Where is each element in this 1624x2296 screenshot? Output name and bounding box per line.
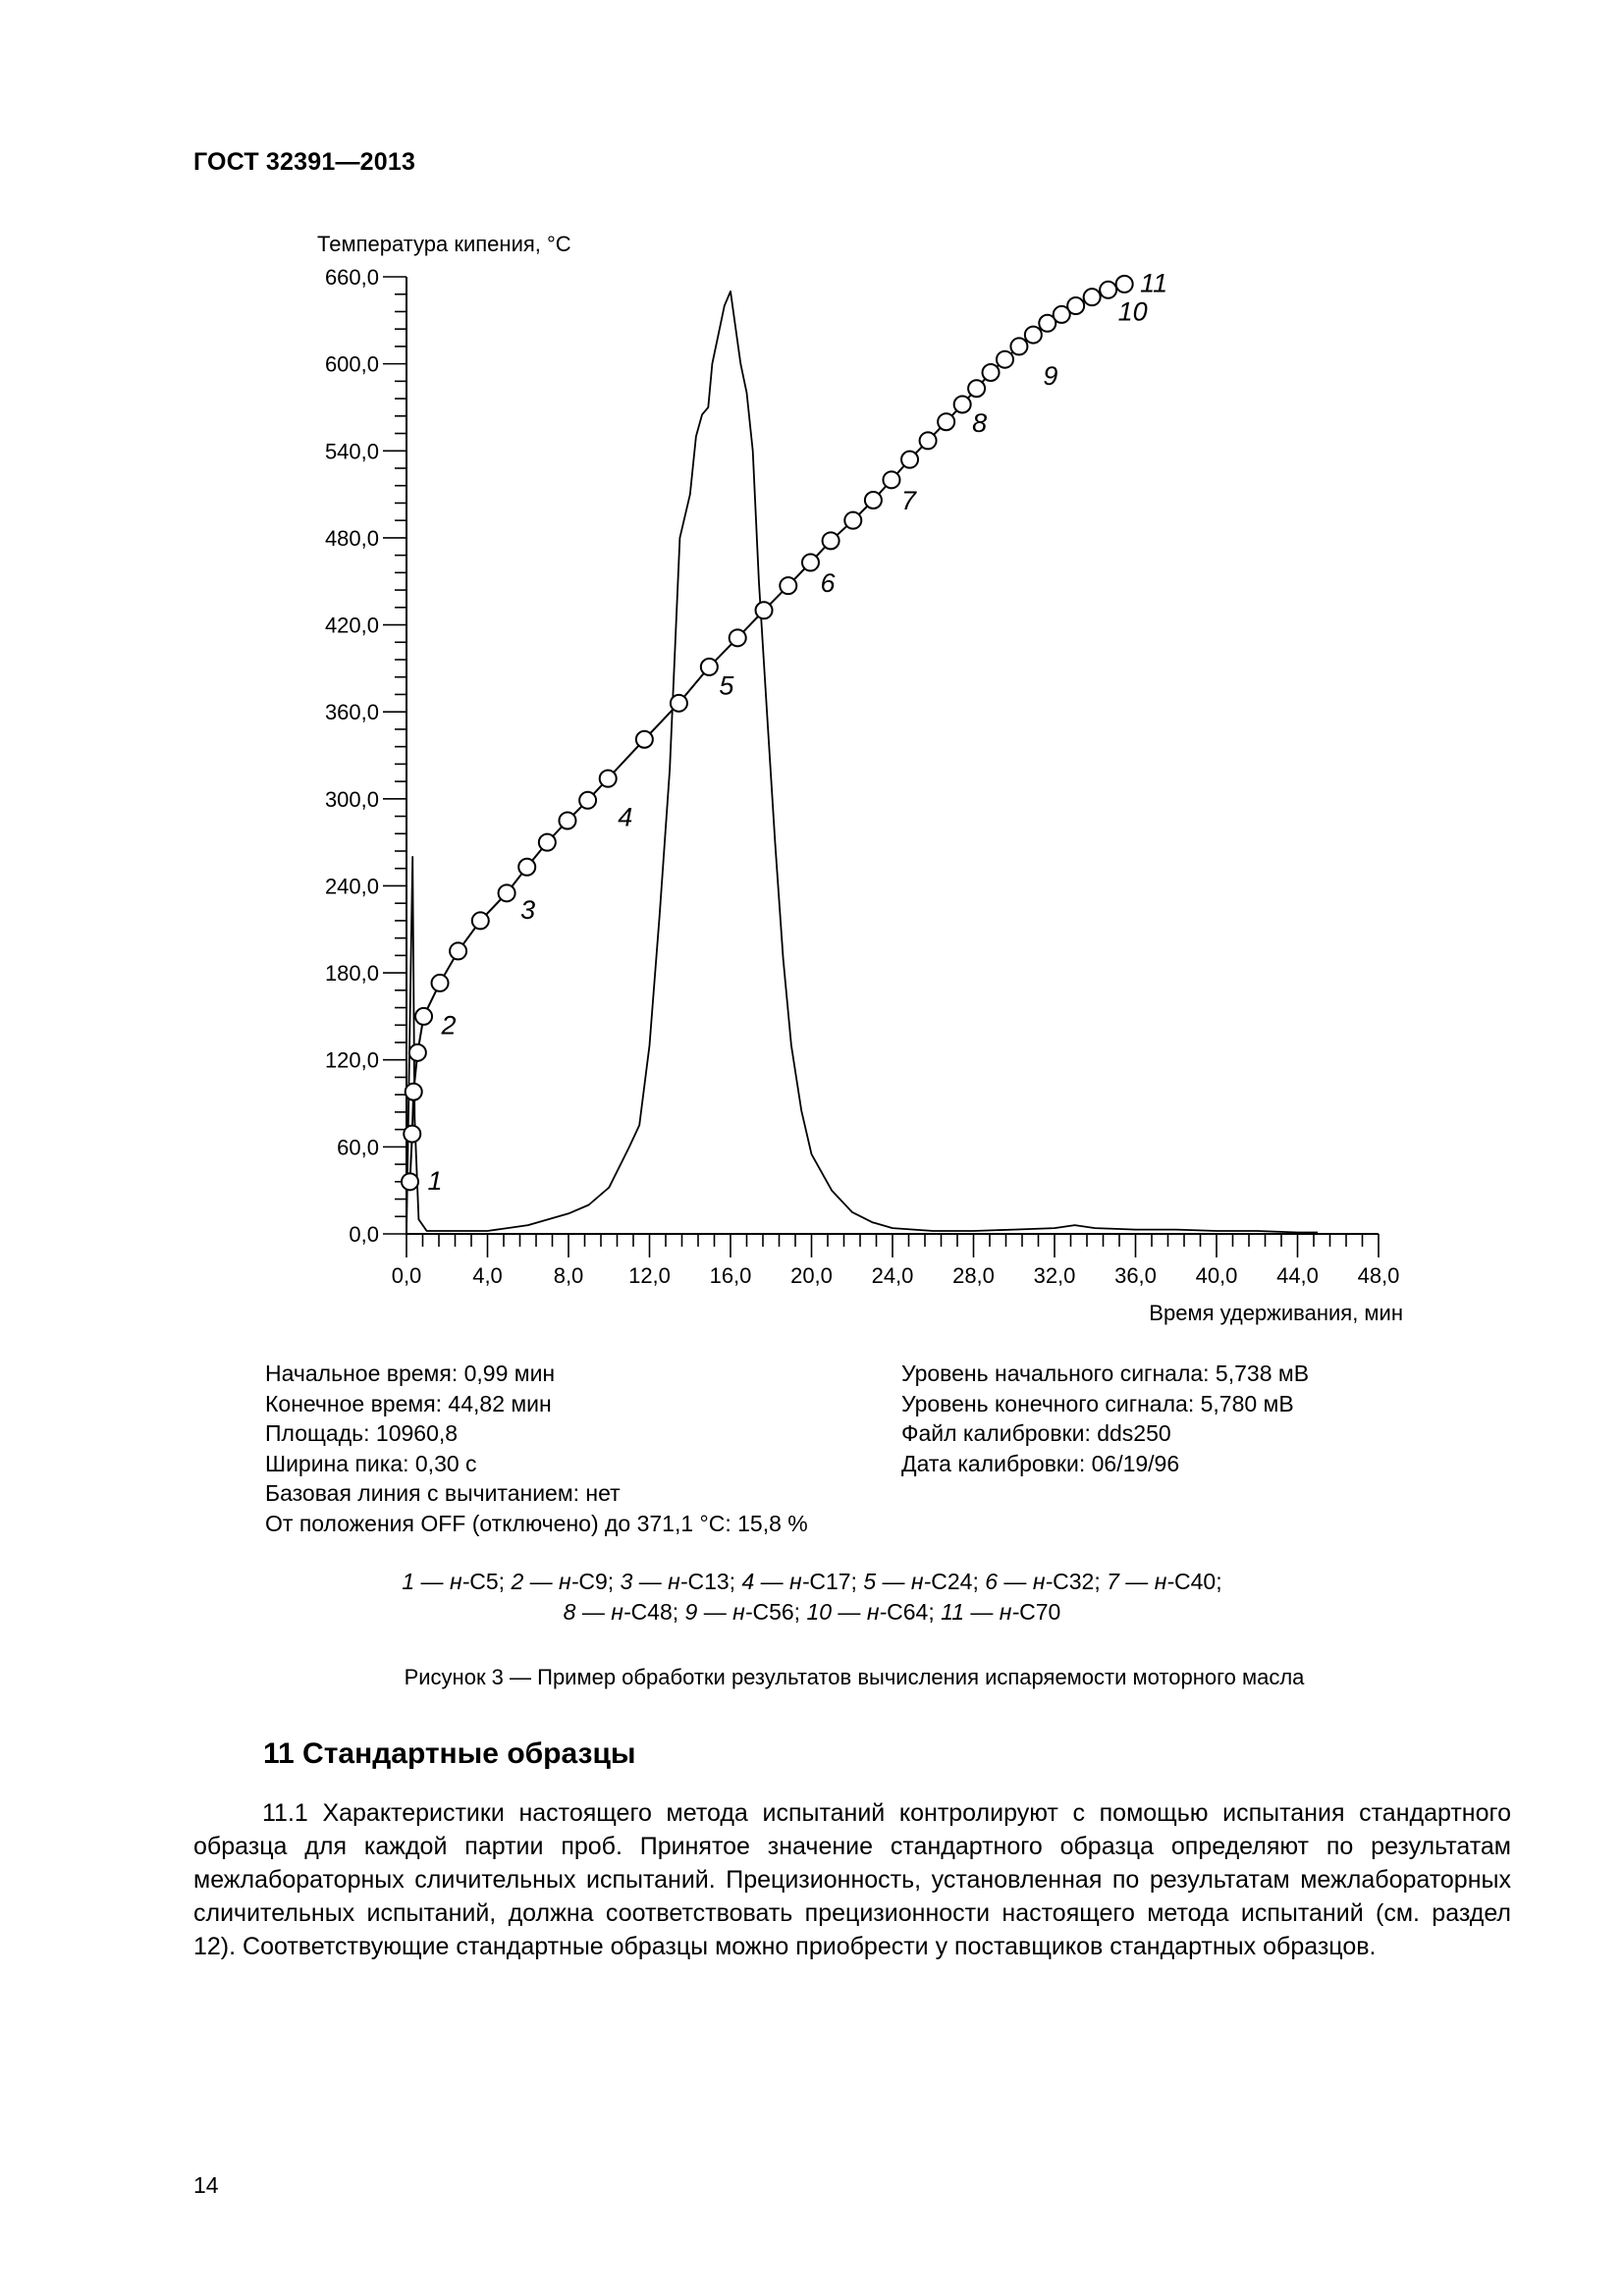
legend-item-compound: С5; xyxy=(469,1569,506,1594)
calibration-point xyxy=(1067,297,1084,314)
legend-item-compound: С48; xyxy=(630,1599,679,1625)
legend-item: 4 — н-С17; xyxy=(741,1569,857,1594)
legend-item-prefix: н- xyxy=(789,1569,810,1594)
info-end-signal: Уровень конечного сигнала: 5,780 мВ xyxy=(901,1390,1294,1416)
info-calibration-date: Дата калибровки: 06/19/96 xyxy=(901,1450,1180,1476)
calibration-point xyxy=(539,834,556,851)
legend-item-number: 7 xyxy=(1107,1569,1119,1594)
calibration-point xyxy=(938,413,954,430)
chromatogram-trace xyxy=(406,292,1318,1234)
point-number-label: 11 xyxy=(1140,268,1168,298)
legend-item-number: 2 xyxy=(511,1569,524,1594)
calibration-layer xyxy=(402,276,1133,1190)
point-number-label: 9 xyxy=(1043,361,1058,392)
legend-item-prefix: н- xyxy=(1154,1569,1175,1594)
y-tick-label: 360,0 xyxy=(324,700,379,725)
y-tick-label: 480,0 xyxy=(324,525,379,551)
calibration-point xyxy=(901,452,918,468)
x-tick-label: 48,0 xyxy=(1357,1263,1400,1288)
calibration-point xyxy=(499,884,515,901)
calibration-point xyxy=(920,432,937,449)
page-number: 14 xyxy=(193,2172,219,2198)
legend-item-number: 9 xyxy=(684,1599,698,1625)
calibration-point xyxy=(997,351,1013,368)
legend-item: 7 — н-С40; xyxy=(1107,1569,1222,1594)
x-tick-label: 8,0 xyxy=(553,1263,584,1288)
y-tick-label: 180,0 xyxy=(324,961,379,987)
x-tick-label: 40,0 xyxy=(1195,1263,1238,1288)
point-number-label: 2 xyxy=(441,1010,457,1041)
y-tick-label: 0,0 xyxy=(349,1222,379,1247)
y-tick-label: 300,0 xyxy=(324,786,379,812)
calibration-point xyxy=(780,577,796,594)
calibration-point xyxy=(844,512,861,529)
info-start-signal: Уровень начального сигнала: 5,738 мВ xyxy=(901,1361,1310,1386)
legend-item: 8 — н-С48; xyxy=(563,1599,679,1625)
x-tick-label: 12,0 xyxy=(628,1263,671,1288)
legend-item-prefix: н- xyxy=(1032,1569,1054,1594)
point-number-label: 5 xyxy=(719,670,734,701)
point-number-label: 10 xyxy=(1117,296,1148,327)
x-axis-label: Время удерживания, мин xyxy=(1149,1301,1403,1325)
calibration-point xyxy=(983,364,1000,381)
legend-item-compound: С17; xyxy=(809,1569,857,1594)
x-tick-label: 44,0 xyxy=(1276,1263,1319,1288)
info-end-time: Конечное время: 44,82 мин xyxy=(265,1390,552,1416)
calibration-point xyxy=(415,1008,432,1025)
calibration-point xyxy=(671,695,687,712)
x-tick-label: 36,0 xyxy=(1114,1263,1157,1288)
calibration-point xyxy=(1010,338,1027,354)
y-tick-label: 120,0 xyxy=(324,1047,379,1073)
chromatogram-layer xyxy=(406,292,1318,1234)
legend-item-prefix: н- xyxy=(668,1569,688,1594)
calibration-point xyxy=(406,1084,422,1100)
calibration-point xyxy=(404,1126,420,1143)
legend-item-prefix: н- xyxy=(732,1599,753,1625)
calibration-point xyxy=(559,812,575,828)
paragraph-text: 11.1 Характеристики настоящего метода испытаний контролируют с помощью испытания стандартного образца для каждой партии проб. Принятое значение стандартного образца определяют по результатам межлабораторных сличительных испытаний. Прецизионность, установленная по результатам межлабораторных сличительных испытаний, должна соответствовать прецизионности настоящего метода испытаний (см. раздел 12). Соответствующие стандартные образцы можно приобрести у поставщиков стандартных образцов. xyxy=(193,1799,1511,1960)
x-tick-label: 4,0 xyxy=(472,1263,503,1288)
y-tick-label: 240,0 xyxy=(324,874,379,899)
calibration-point xyxy=(701,659,718,675)
point-number-label: 6 xyxy=(820,568,836,599)
calibration-point xyxy=(756,602,773,618)
legend-item-number: 5 xyxy=(863,1569,877,1594)
legend-item-prefix: н- xyxy=(559,1569,579,1594)
calibration-point xyxy=(968,380,985,397)
x-tick-label: 16,0 xyxy=(709,1263,752,1288)
legend-item-compound: С13; xyxy=(687,1569,736,1594)
legend-item: 2 — н-С9; xyxy=(511,1569,615,1594)
section-paragraph xyxy=(193,1796,1511,1963)
calibration-point xyxy=(823,532,839,549)
calibration-point xyxy=(1116,276,1133,293)
legend-item-prefix: н- xyxy=(449,1569,470,1594)
legend-line-1 xyxy=(0,1567,1624,1597)
x-tick-label: 24,0 xyxy=(871,1263,914,1288)
legend-item-prefix: н- xyxy=(910,1569,932,1594)
calibration-point xyxy=(579,792,596,809)
legend-item-prefix: н- xyxy=(611,1599,631,1625)
calibration-point xyxy=(600,771,617,787)
point-number-label: 3 xyxy=(520,894,536,925)
legend-item-compound: С32; xyxy=(1053,1569,1101,1594)
calibration-point xyxy=(802,555,819,571)
y-tick-label: 60,0 xyxy=(337,1135,379,1160)
info-calibration-file: Файл калибровки: dds250 xyxy=(901,1420,1171,1446)
point-number-label: 8 xyxy=(972,408,988,438)
section-title: 11 Стандартные образцы xyxy=(263,1737,636,1770)
x-tick-label: 28,0 xyxy=(952,1263,995,1288)
calibration-point xyxy=(954,397,971,413)
figure-legend xyxy=(0,1567,1624,1628)
legend-item-number: 6 xyxy=(985,1569,999,1594)
calibration-line xyxy=(410,284,1125,1181)
calibration-point xyxy=(636,731,653,748)
legend-item-number: 11 xyxy=(941,1599,965,1625)
legend-item-compound: С56; xyxy=(752,1599,801,1625)
info-right xyxy=(901,1359,1309,1478)
calibration-point xyxy=(432,975,449,991)
x-tick-label: 20,0 xyxy=(790,1263,833,1288)
legend-item: 6 — н-С32; xyxy=(985,1569,1101,1594)
legend-item: 5 — н-С24; xyxy=(863,1569,979,1594)
legend-item: 10 — н-С64; xyxy=(806,1599,935,1625)
point-number-label: 7 xyxy=(900,485,916,515)
calibration-point xyxy=(409,1044,426,1061)
legend-item-number: 1 xyxy=(402,1569,415,1594)
info-start-time: Начальное время: 0,99 мин xyxy=(265,1361,556,1386)
x-tick-label: 0,0 xyxy=(391,1263,422,1288)
info-left xyxy=(265,1359,808,1538)
calibration-point xyxy=(1100,282,1116,298)
point-labels-layer xyxy=(428,268,1168,1195)
document-header: ГОСТ 32391—2013 xyxy=(193,148,416,176)
legend-item-prefix: н- xyxy=(999,1599,1020,1625)
legend-item-compound: С70 xyxy=(1019,1599,1061,1625)
y-tick-label: 420,0 xyxy=(324,613,379,638)
legend-item-compound: С64; xyxy=(887,1599,935,1625)
figure-caption: Рисунок 3 — Пример обработки результатов вычисления испаряемости моторного масла xyxy=(404,1665,1305,1689)
point-number-label: 4 xyxy=(618,802,633,832)
legend-line-2 xyxy=(0,1597,1624,1628)
calibration-point xyxy=(450,942,466,959)
info-peak-width: Ширина пика: 0,30 с xyxy=(265,1450,477,1476)
calibration-point xyxy=(865,492,882,508)
info-baseline: Базовая линия с вычитанием: нет xyxy=(265,1480,621,1506)
y-tick-label: 540,0 xyxy=(324,439,379,464)
legend-item-number: 3 xyxy=(620,1569,633,1594)
chart-axes xyxy=(383,277,1379,1257)
calibration-point xyxy=(472,912,489,929)
y-axis-label: Температура кипения, °С xyxy=(317,232,571,256)
calibration-point xyxy=(1084,289,1101,305)
legend-item-number: 10 xyxy=(806,1599,833,1625)
y-tick-label: 600,0 xyxy=(324,351,379,377)
legend-item-compound: С24; xyxy=(931,1569,979,1594)
legend-item-number: 8 xyxy=(563,1599,576,1625)
info-off-position: От положения OFF (отключено) до 371,1 °С: 15,8 % xyxy=(265,1510,808,1536)
calibration-point xyxy=(883,471,899,488)
tick-labels-layer xyxy=(325,265,1399,1288)
legend-item: 9 — н-С56; xyxy=(684,1599,801,1625)
calibration-point xyxy=(730,629,746,646)
legend-item: 11 — н-С70 xyxy=(941,1599,1061,1625)
legend-item-compound: С9; xyxy=(578,1569,615,1594)
info-area: Площадь: 10960,8 xyxy=(265,1420,459,1446)
x-tick-label: 32,0 xyxy=(1033,1263,1076,1288)
calibration-point xyxy=(402,1173,418,1190)
legend-item: 1 — н-С5; xyxy=(402,1569,506,1594)
legend-item-number: 4 xyxy=(741,1569,755,1594)
legend-item-prefix: н- xyxy=(866,1599,888,1625)
calibration-point xyxy=(518,859,535,876)
y-tick-label: 660,0 xyxy=(324,265,379,290)
calibration-point xyxy=(1025,327,1042,344)
legend-item-compound: С40; xyxy=(1174,1569,1222,1594)
point-number-label: 1 xyxy=(427,1165,443,1196)
legend-item: 3 — н-С13; xyxy=(620,1569,736,1594)
